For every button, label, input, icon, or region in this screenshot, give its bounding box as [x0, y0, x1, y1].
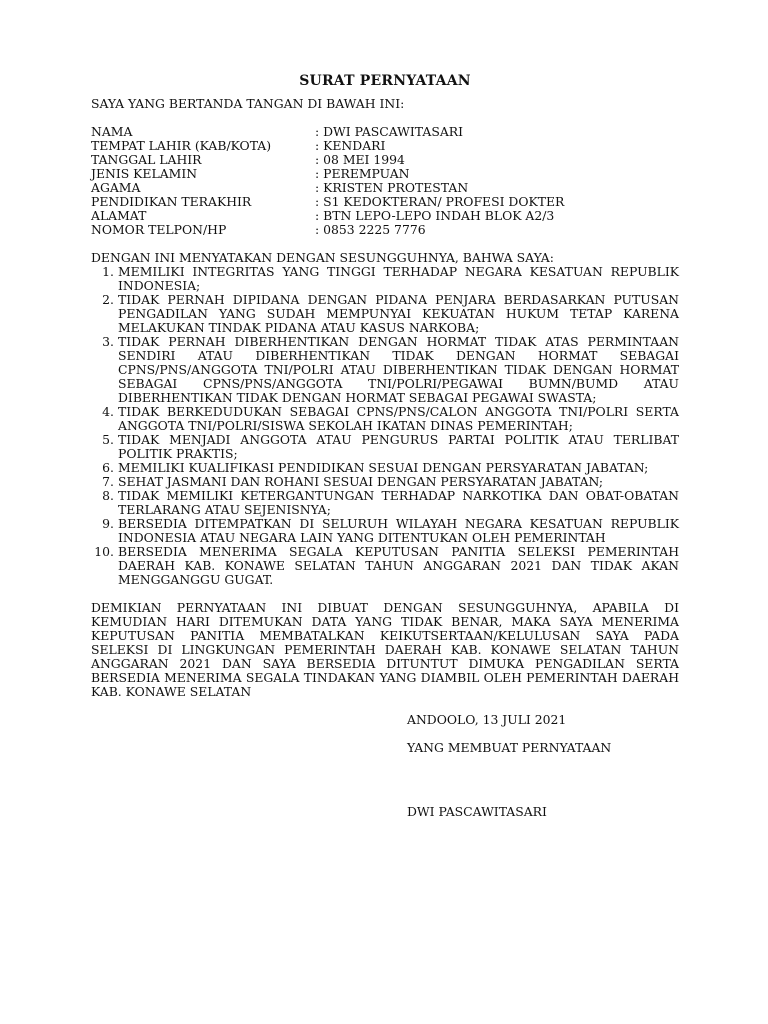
identity-row-name: [91, 125, 679, 139]
identity-value: : S1 KEDOKTERAN/ PROFESI DOKTER: [315, 194, 565, 209]
identity-row-phone: [91, 223, 679, 237]
list-item-number: 4.: [102, 404, 114, 419]
identity-label: AGAMA: [91, 180, 141, 195]
identity-label: PENDIDIKAN TERAKHIR: [91, 194, 252, 209]
identity-label: TANGGAL LAHIR: [91, 152, 202, 167]
list-item-text: MEMILIKI INTEGRITAS YANG TINGGI TERHADAP NEGARA KESATUAN REPUBLIK INDONESIA;: [118, 264, 679, 293]
list-item: [71, 265, 679, 293]
list-item: [71, 475, 679, 489]
identity-value: : 0853 2225 7776: [315, 222, 426, 237]
list-item: [71, 335, 679, 405]
list-item-number: 2.: [102, 292, 114, 307]
intro-text: SAYA YANG BERTANDA TANGAN DI BAWAH INI:: [91, 96, 405, 111]
identity-value: : 08 MEI 1994: [315, 152, 405, 167]
identity-value: : KRISTEN PROTESTAN: [315, 180, 469, 195]
list-item: [71, 461, 679, 475]
list-item-number: 7.: [102, 474, 114, 489]
identity-label: NOMOR TELPON/HP: [91, 222, 227, 237]
list-item-number: 5.: [102, 432, 114, 447]
identity-label: ALAMAT: [91, 208, 147, 223]
list-item: [71, 517, 679, 545]
list-item-text: SEHAT JASMANI DAN ROHANI SESUAI DENGAN PERSYARATAN JABATAN;: [118, 474, 604, 489]
identity-row-address: [91, 209, 679, 223]
list-item-number: 6.: [102, 460, 114, 475]
identity-block: [91, 125, 679, 237]
signature-block: [407, 713, 679, 819]
list-item: [71, 489, 679, 517]
identity-row-birthplace: [91, 139, 679, 153]
document-title: SURAT PERNYATAAN: [299, 73, 471, 89]
signer-role: YANG MEMBUAT PERNYATAAN: [407, 740, 612, 755]
list-item-text: BERSEDIA DITEMPATKAN DI SELURUH WILAYAH NEGARA KESATUAN REPUBLIK INDONESIA ATAU NEGARA LAIN YANG DITENTUKAN OLEH PEMERINTAH: [118, 516, 679, 545]
list-item: [71, 405, 679, 433]
identity-value: : PEREMPUAN: [315, 166, 410, 181]
list-item-text: TIDAK PERNAH DIPIDANA DENGAN PIDANA PENJARA BERDASARKAN PUTUSAN PENGADILAN YANG SUDAH MEMPUNYAI KEKUATAN HUKUM TETAP KARENA MELAKUKAN TINDAK PIDANA ATAU KASUS NARKOBA;: [118, 292, 679, 335]
list-item: [71, 545, 679, 587]
identity-row-birthdate: [91, 153, 679, 167]
place-date: ANDOOLO, 13 JULI 2021: [407, 712, 567, 727]
identity-label: TEMPAT LAHIR (KAB/KOTA): [91, 138, 272, 153]
list-item-text: MEMILIKI KUALIFIKASI PENDIDIKAN SESUAI DENGAN PERSYARATAN JABATAN;: [118, 460, 649, 475]
list-item-text: TIDAK PERNAH DIBERHENTIKAN DENGAN HORMAT TIDAK ATAS PERMINTAAN SENDIRI ATAU DIBERHENTIKAN TIDAK DENGAN HORMAT SEBAGAI CPNS/PNS/ANGGOTA TNI/POLRI ATAU DIBERHENTIKAN TIDAK DENGAN HORMAT SEBAGAI CPNS/PNS/ANGGOTA TNI/POLRI/PEGAWAI BUMN/BUMD ATAU DIBERHENTIKAN TIDAK DENGAN HORMAT SEBAGAI PEGAWAI SWASTA;: [118, 334, 679, 405]
declaration-intro: DENGAN INI MENYATAKAN DENGAN SESUNGGUHNYA, BAHWA SAYA:: [91, 250, 554, 265]
list-item: [71, 293, 679, 335]
list-item-number: 9.: [102, 516, 114, 531]
list-item-number: 10.: [94, 544, 114, 559]
signer-name: DWI PASCAWITASARI: [407, 804, 547, 819]
identity-label: JENIS KELAMIN: [91, 166, 198, 181]
list-item-text: TIDAK MEMILIKI KETERGANTUNGAN TERHADAP NARKOTIKA DAN OBAT-OBATAN TERLARANG ATAU SEJENISNYA;: [118, 488, 679, 517]
identity-label: NAMA: [91, 124, 133, 139]
identity-row-gender: [91, 167, 679, 181]
identity-row-religion: [91, 181, 679, 195]
list-item-number: 1.: [102, 264, 114, 279]
list-item-number: 8.: [102, 488, 114, 503]
declaration-list-wrapper: [71, 265, 679, 587]
identity-value: : BTN LEPO-LEPO INDAH BLOK A2/3: [315, 208, 555, 223]
list-item-text: BERSEDIA MENERIMA SEGALA KEPUTUSAN PANITIA SELEKSI PEMERINTAH DAERAH KAB. KONAWE SELATAN TAHUN ANGGARAN 2021 DAN TIDAK AKAN MENGGANGGU GUGAT.: [118, 544, 679, 587]
closing-paragraph: DEMIKIAN PERNYATAAN INI DIBUAT DENGAN SESUNGGUHNYA, APABILA DI KEMUDIAN HARI DITEMUKAN DATA YANG TIDAK BENAR, MAKA SAYA MENERIMA KEPUTUSAN PANITIA MEMBATALKAN KEIKUTSERTAAN/KELULUSAN SAYA PADA SELEKSI DI LINGKUNGAN PEMERINTAH DAERAH KAB. KONAWE SELATAN TAHUN ANGGARAN 2021 DAN SAYA BERSEDIA DITUNTUT DIMUKA PENGADILAN SERTA BERSEDIA MENERIMA SEGALA TINDAKAN YANG DIAMBIL OLEH PEMERINTAH DAERAH KAB. KONAWE SELATAN: [91, 600, 679, 699]
declaration-list: [71, 265, 679, 587]
identity-value: : DWI PASCAWITASARI: [315, 124, 464, 139]
list-item-text: TIDAK BERKEDUDUKAN SEBAGAI CPNS/PNS/CALON ANGGOTA TNI/POLRI SERTA ANGGOTA TNI/POLRI/SISWA SEKOLAH IKATAN DINAS PEMERINTAH;: [118, 404, 679, 433]
list-item: [71, 433, 679, 461]
list-item-text: TIDAK MENJADI ANGGOTA ATAU PENGURUS PARTAI POLITIK ATAU TERLIBAT POLITIK PRAKTIS;: [118, 432, 679, 461]
list-item-number: 3.: [102, 334, 114, 349]
statement-letter: [91, 72, 679, 819]
identity-value: : KENDARI: [315, 138, 386, 153]
identity-row-education: [91, 195, 679, 209]
